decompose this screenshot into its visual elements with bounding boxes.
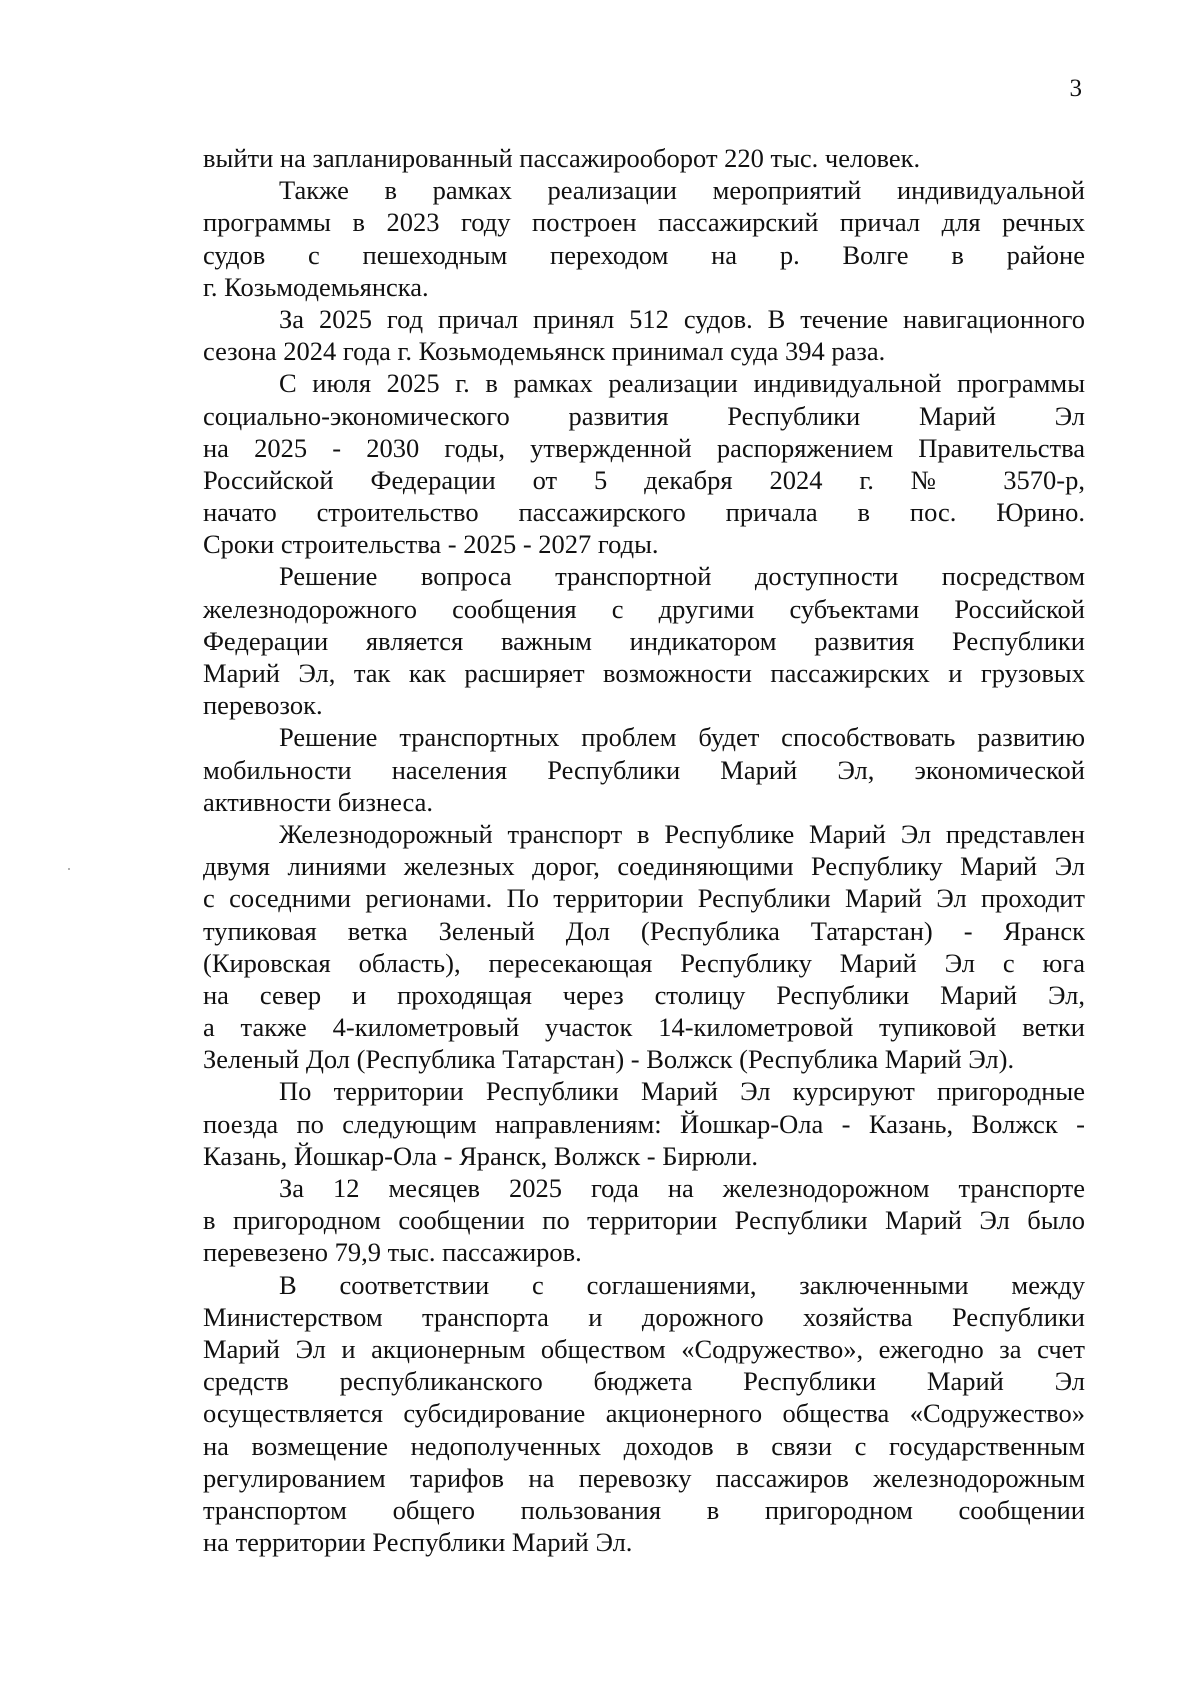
text-line: выйти на запланированный пассажирооборот 220 тыс. человек. xyxy=(203,143,921,173)
paragraph xyxy=(203,367,1085,560)
paragraph xyxy=(203,721,1085,818)
document-body xyxy=(203,142,1085,1558)
paragraph xyxy=(203,303,1085,367)
text-line: тупиковая ветка Зеленый Дол (Республика Татарстан) - Яранск xyxy=(203,915,1085,946)
text-line: В соответствии с соглашениями, заключенными между xyxy=(279,1269,1085,1300)
text-line: программы в 2023 году построен пассажирский причал для речных xyxy=(203,207,1085,238)
paragraph xyxy=(203,1269,1085,1559)
text-line: мобильности населения Республики Марий Эл, экономической xyxy=(203,754,1085,785)
scan-speck xyxy=(68,868,70,870)
text-line: а также 4-километровый участок 14-километровой тупиковой ветки xyxy=(203,1012,1085,1043)
text-line: Марий Эл, так как расширяет возможности пассажирских и грузовых xyxy=(203,658,1085,688)
text-line: регулированием тарифов на перевозку пассажиров железнодорожным xyxy=(203,1462,1085,1493)
text-line: на возмещение недополученных доходов в связи с государственным xyxy=(203,1430,1085,1461)
text-line: на север и проходящая через столицу Республики Марий Эл, xyxy=(203,979,1085,1010)
text-line: Федерации является важным индикатором развития Республики xyxy=(203,625,1085,656)
text-line: перевозок. xyxy=(203,690,323,721)
text-line: За 2025 год причал принял 512 судов. В течение навигационного xyxy=(279,303,1085,334)
paragraph xyxy=(203,818,1085,1076)
text-line: По территории Республики Марий Эл курсируют пригородные xyxy=(279,1076,1085,1107)
text-line: С июля 2025 г. в рамках реализации индивидуальной программы xyxy=(279,368,1085,399)
text-line: Казань, Йошкар-Ола - Яранск, Волжск - Бирюли. xyxy=(203,1140,759,1171)
paragraph xyxy=(203,174,1085,303)
text-line: Решение вопроса транспортной доступности посредством xyxy=(279,561,1085,592)
page-number: 3 xyxy=(1069,75,1082,102)
text-line: осуществляется субсидирование акционерного общества «Содружество» xyxy=(203,1398,1085,1429)
text-line: Железнодорожный транспорт в Республике Марий Эл представлен xyxy=(279,818,1085,849)
text-line: поезда по следующим направлениям: Йошкар-Ола - Казань, Волжск - xyxy=(203,1108,1085,1139)
text-line: активности бизнеса. xyxy=(203,786,434,817)
text-line: перевезено 79,9 тыс. пассажиров. xyxy=(203,1237,582,1268)
text-line: Также в рамках реализации мероприятий индивидуальной xyxy=(279,175,1085,206)
text-line: Марий Эл и акционерным обществом «Содружество», ежегодно за счет xyxy=(203,1333,1085,1364)
text-line: Российской Федерации от 5 декабря 2024 г. № 3570-р, xyxy=(203,464,1085,495)
text-line: железнодорожного сообщения с другими субъектами Российской xyxy=(203,593,1085,624)
text-line: с соседними регионами. По территории Республики Марий Эл проходит xyxy=(203,883,1085,914)
paragraph xyxy=(203,1172,1085,1269)
text-line: (Кировская область), пересекающая Республику Марий Эл с юга xyxy=(203,947,1085,978)
text-line: Министерством транспорта и дорожного хозяйства Республики xyxy=(203,1301,1085,1332)
text-line: За 12 месяцев 2025 года на железнодорожном транспорте xyxy=(279,1173,1085,1203)
text-line: Решение транспортных проблем будет способствовать развитию xyxy=(279,722,1085,753)
text-line: транспортом общего пользования в пригородном сообщении xyxy=(203,1494,1085,1525)
text-line: судов с пешеходным переходом на р. Волге в районе xyxy=(203,239,1085,270)
text-line: г. Козьмодемьянска. xyxy=(203,271,429,302)
text-line: сезона 2024 года г. Козьмодемьянск принимал суда 394 раза. xyxy=(203,336,886,367)
text-line: двумя линиями железных дорог, соединяющими Республику Марий Эл xyxy=(203,851,1085,882)
paragraph xyxy=(203,1075,1085,1172)
text-line: на 2025 - 2030 годы, утвержденной распоряжением Правительства xyxy=(203,432,1085,463)
paragraph xyxy=(203,142,1085,174)
text-line: социально-экономического развития Республики Марий Эл xyxy=(203,400,1085,431)
text-line: Сроки строительства - 2025 - 2027 годы. xyxy=(203,529,659,560)
text-line: Зеленый Дол (Республика Татарстан) - Волжск (Республика Марий Эл). xyxy=(203,1044,1015,1075)
text-line: средств республиканского бюджета Республики Марий Эл xyxy=(203,1366,1085,1397)
text-line: в пригородном сообщении по территории Республики Марий Эл было xyxy=(203,1205,1085,1236)
paragraph xyxy=(203,560,1085,721)
text-line: начато строительство пассажирского причала в пос. Юрино. xyxy=(203,497,1085,528)
text-line: на территории Республики Марий Эл. xyxy=(203,1527,633,1558)
